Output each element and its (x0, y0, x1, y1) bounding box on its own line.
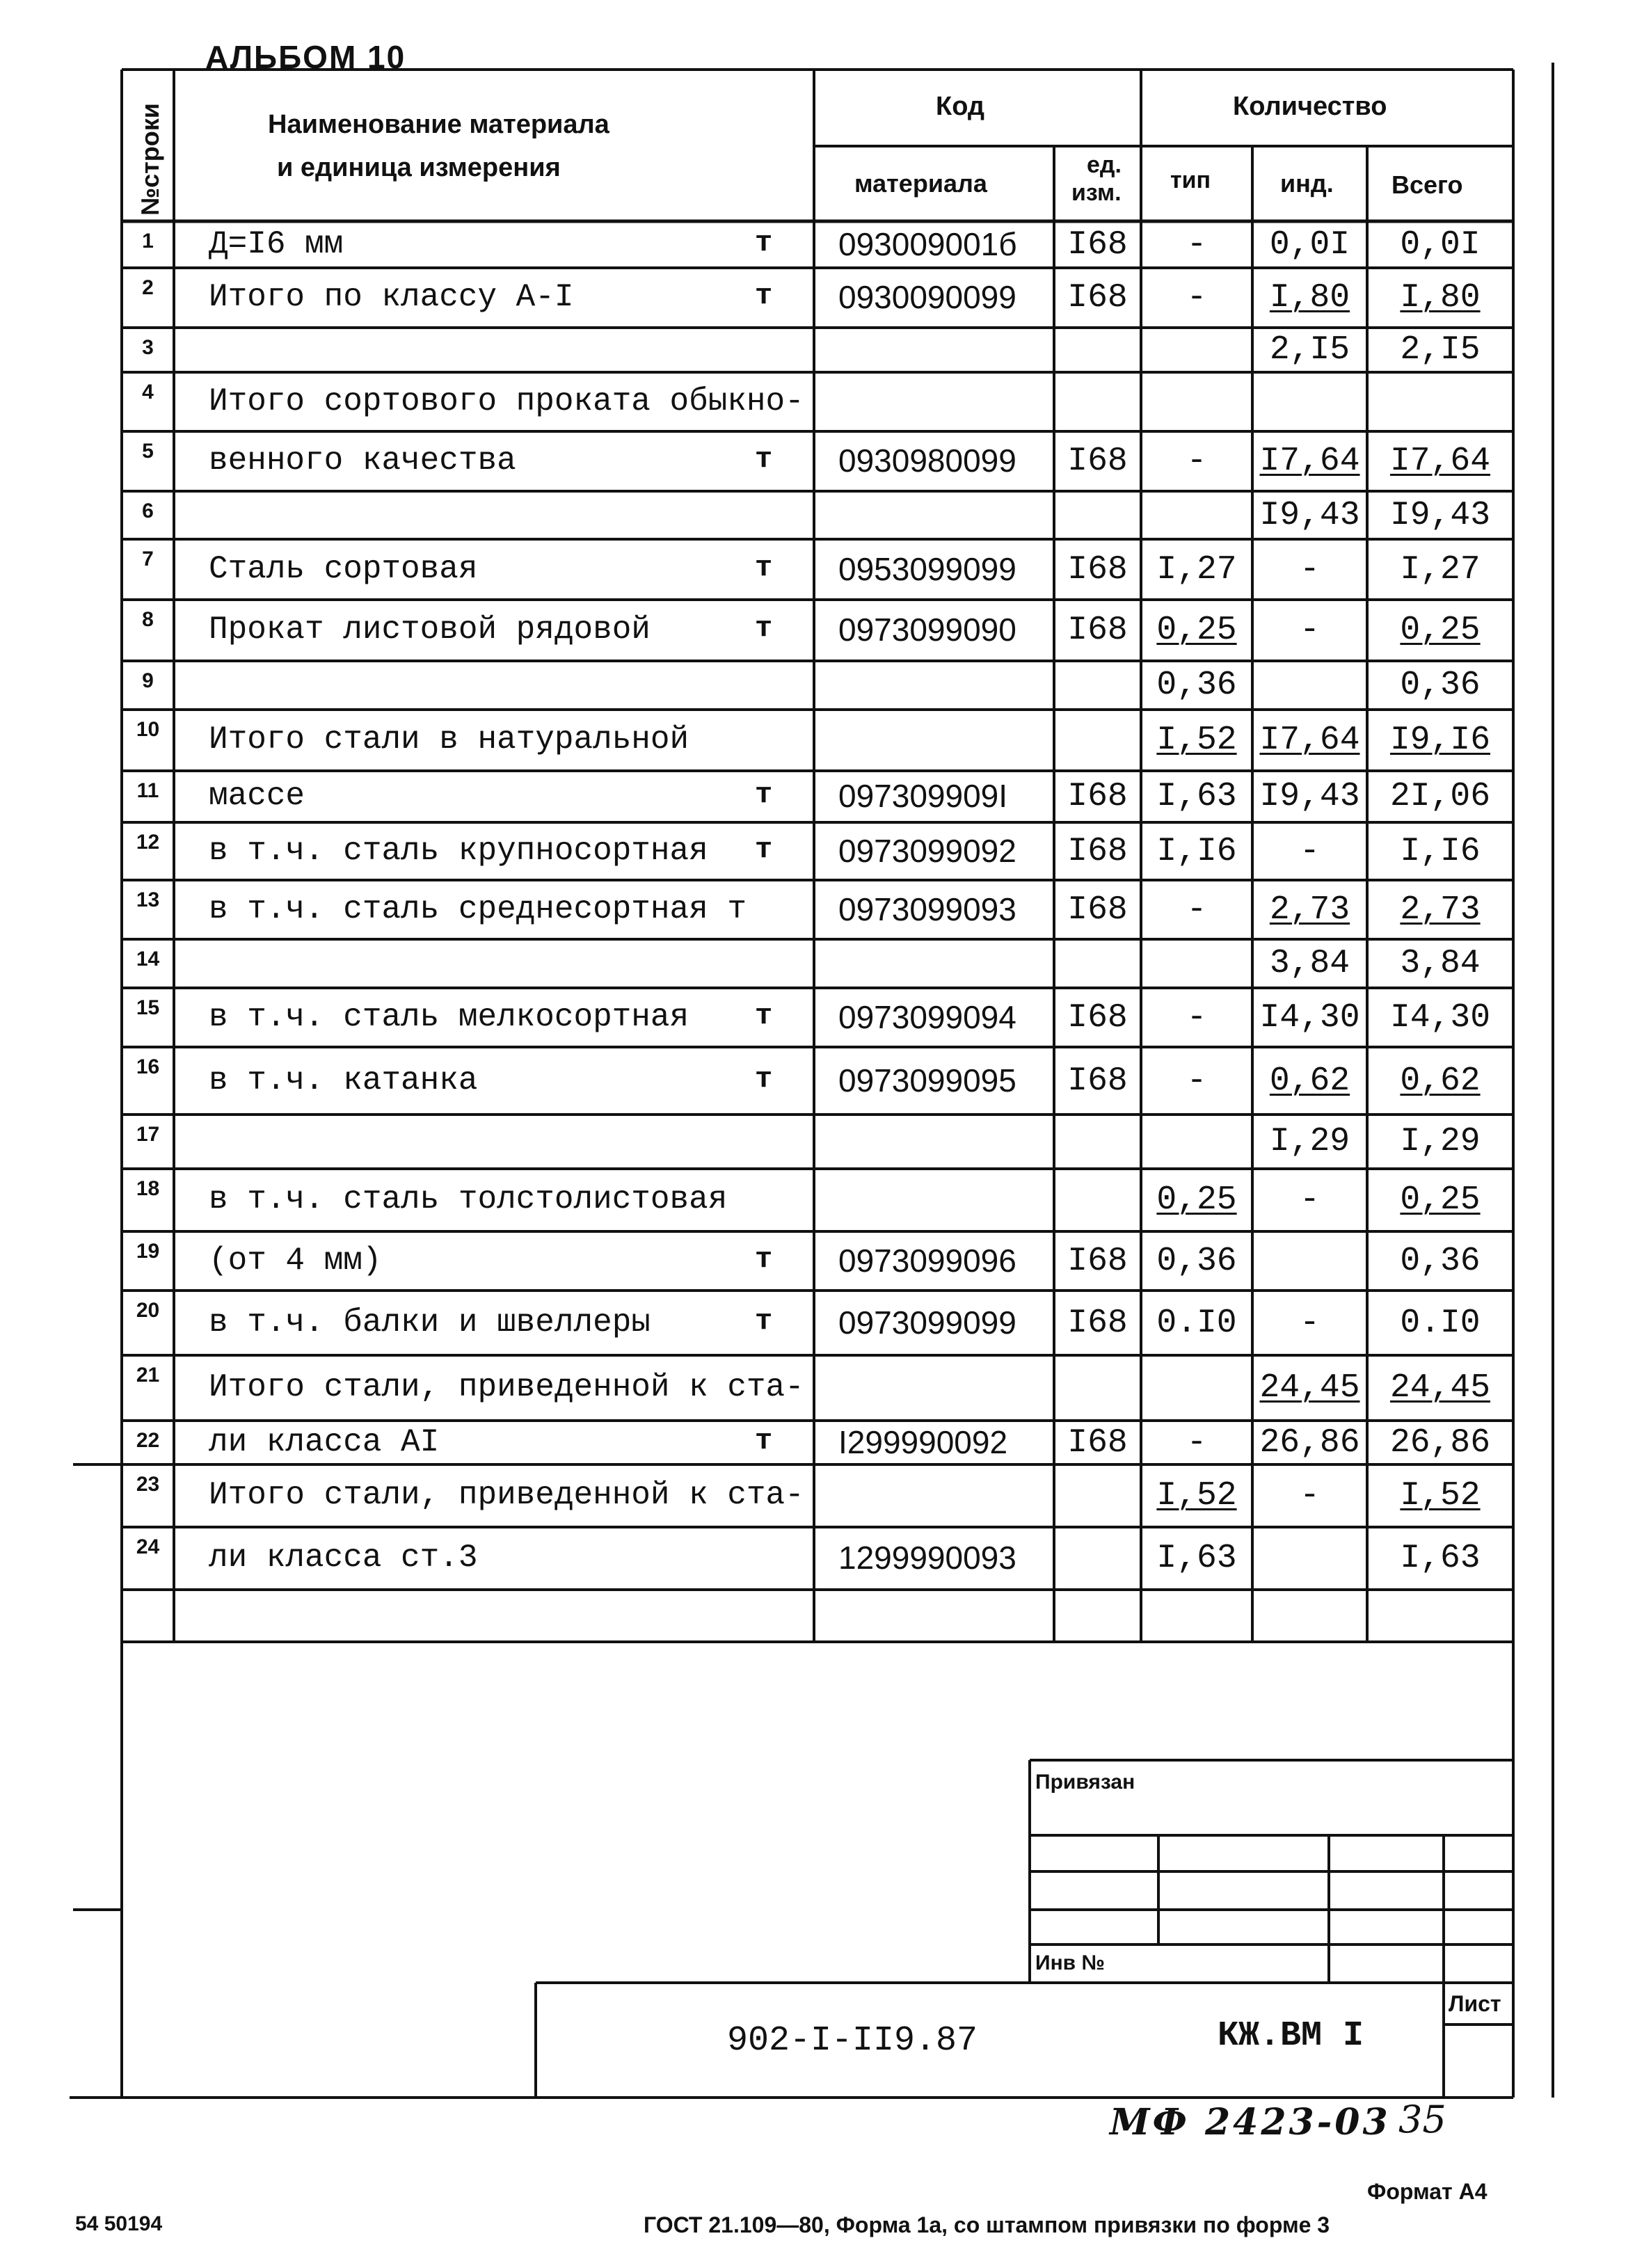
cell-edizm: I68 (1067, 612, 1128, 649)
cell-unit: т (755, 550, 773, 584)
name-header-line1: Наименование материала (268, 110, 609, 139)
cell-ind: 0,0I (1269, 225, 1350, 264)
cell-type: - (1186, 225, 1207, 264)
cell-name: в т.ч. балки и швеллеры (209, 1304, 651, 1341)
cell-type: 0,25 (1156, 1181, 1237, 1219)
cell-n: 1 (142, 230, 154, 253)
cell-type: I,52 (1156, 721, 1237, 759)
cell-code: 0930090099 (838, 279, 1016, 315)
cell-name: Прокат листовой рядовой (209, 612, 651, 648)
cell-n: 23 (136, 1473, 160, 1496)
cell-code: 0930980099 (838, 442, 1016, 479)
cell-type: 0,36 (1156, 1242, 1237, 1280)
cell-n: 19 (136, 1240, 160, 1263)
cell-edizm: I68 (1067, 279, 1128, 317)
cell-name: Итого сортового проката обыкно- (209, 383, 804, 420)
cell-total: 0.I0 (1400, 1304, 1481, 1342)
cell-name: (от 4 мм) (209, 1242, 382, 1279)
cell-total: 0,25 (1400, 612, 1481, 649)
cell-ind: 2,I5 (1269, 331, 1350, 369)
cell-total: 24,45 (1389, 1369, 1491, 1407)
cell-n: 16 (136, 1055, 160, 1078)
cell-name: венного качества (209, 442, 516, 479)
cell-name: в т.ч. сталь крупносортная (209, 832, 708, 869)
cell-unit: т (755, 1423, 773, 1458)
cell-total: I,29 (1400, 1123, 1481, 1160)
cell-code: 1299990093 (838, 1540, 1016, 1576)
cell-edizm: I68 (1067, 1423, 1128, 1462)
cell-total: 0,25 (1400, 1181, 1481, 1219)
cell-unit: т (755, 1304, 773, 1338)
document-mark: КЖ.ВМ I (1218, 2016, 1364, 2056)
quantity-header: Количество (1233, 92, 1387, 121)
cell-n: 21 (136, 1364, 160, 1387)
type-header: тип (1170, 167, 1211, 193)
cell-name: массе (209, 778, 305, 814)
cell-ind: I,29 (1269, 1123, 1350, 1160)
cell-n: 4 (142, 381, 154, 404)
cell-name: Сталь сортовая (209, 550, 478, 587)
cell-n: 2 (142, 276, 154, 299)
cell-n: 17 (136, 1123, 160, 1146)
cell-name: в т.ч. сталь толстолистовая (209, 1181, 728, 1217)
cell-unit: т (755, 998, 773, 1032)
cell-code: I299990092 (838, 1423, 1008, 1460)
cell-n: 8 (142, 608, 154, 631)
cell-n: 14 (136, 948, 160, 971)
cell-n: 20 (136, 1299, 160, 1322)
cell-ind: - (1300, 612, 1320, 649)
cell-ind: - (1300, 1477, 1320, 1515)
album-label: АЛЬБОМ 10 (205, 39, 406, 75)
cell-total: 2I,06 (1389, 778, 1491, 815)
cell-ind: I9,43 (1259, 496, 1360, 534)
cell-name: Итого стали, приведенной к ста- (209, 1369, 804, 1405)
cell-unit: т (755, 832, 773, 866)
cell-name: в т.ч. катанка (209, 1062, 478, 1099)
cell-type: I,I6 (1156, 832, 1237, 870)
cell-edizm: I68 (1067, 891, 1128, 929)
cell-total: I7,64 (1389, 442, 1491, 480)
cell-type: - (1186, 279, 1207, 317)
cell-type: - (1186, 998, 1207, 1037)
cell-ind: I4,30 (1259, 998, 1360, 1037)
cell-type: I,52 (1156, 1477, 1237, 1515)
cell-total: 2,I5 (1400, 331, 1481, 369)
cell-name: Итого стали в натуральной (209, 721, 689, 758)
code-header: Код (936, 92, 985, 121)
cell-total: I,63 (1400, 1540, 1481, 1577)
cell-code: 0973099090 (838, 612, 1016, 648)
cell-code: 0973099099 (838, 1304, 1016, 1341)
unit-header-line1: ед. (1087, 152, 1122, 178)
cell-edizm: I68 (1067, 998, 1128, 1037)
cell-edizm: I68 (1067, 1062, 1128, 1100)
cell-type: 0,36 (1156, 666, 1237, 704)
cell-unit: т (755, 442, 773, 476)
cell-n: 12 (136, 831, 160, 854)
material-header: материала (854, 169, 987, 198)
cell-name: в т.ч. сталь среднесортная т (209, 891, 747, 927)
cell-type: - (1186, 891, 1207, 929)
cell-total: I9,I6 (1389, 721, 1491, 759)
row-number-header: №строки (136, 103, 164, 216)
cell-type: I,27 (1156, 550, 1237, 589)
cell-ind: I7,64 (1259, 442, 1360, 480)
cell-type: I,63 (1156, 778, 1237, 815)
cell-total: 0,62 (1400, 1062, 1481, 1100)
cell-code: 097309909I (838, 778, 1008, 814)
cell-edizm: I68 (1067, 832, 1128, 870)
cell-n: 24 (136, 1535, 160, 1558)
cell-ind: - (1300, 832, 1320, 870)
cell-ind: - (1300, 1304, 1320, 1342)
cell-ind: 0,62 (1269, 1062, 1350, 1100)
cell-edizm: I68 (1067, 1242, 1128, 1280)
cell-edizm: I68 (1067, 1304, 1128, 1342)
cell-code: 0973099092 (838, 832, 1016, 869)
cell-total: I4,30 (1389, 998, 1491, 1037)
cell-ind: - (1300, 550, 1320, 589)
cell-unit: т (755, 778, 773, 811)
cell-ind: 2,73 (1269, 891, 1350, 929)
cell-ind: 3,84 (1269, 945, 1350, 982)
cell-total: 0,36 (1400, 666, 1481, 704)
cell-unit: т (755, 279, 773, 312)
inventory-number-label: Инв № (1035, 1951, 1105, 1974)
cell-total: 2,73 (1400, 891, 1481, 929)
footer-gost: ГОСТ 21.109—80, Форма 1а, со штампом привязки по форме 3 (644, 2212, 1330, 2237)
cell-name: Д=I6 мм (209, 225, 344, 262)
unit-header-line2: изм. (1071, 179, 1122, 206)
cell-n: 11 (136, 779, 159, 802)
cell-type: I,63 (1156, 1540, 1237, 1577)
ind-header: инд. (1280, 169, 1334, 198)
cell-code: 093009001б (838, 225, 1017, 262)
cell-unit: т (755, 1242, 773, 1276)
cell-total: I9,43 (1389, 496, 1491, 534)
cell-name: ли класса АI (209, 1423, 440, 1460)
cell-unit: т (755, 1062, 773, 1096)
cell-total: I,27 (1400, 550, 1481, 589)
sheet-label: Лист (1449, 1991, 1501, 2016)
cell-code: 0973099094 (838, 998, 1016, 1035)
cell-code: 0953099099 (838, 550, 1016, 587)
cell-ind: I7,64 (1259, 721, 1360, 759)
cell-n: 9 (142, 669, 154, 692)
cell-type: - (1186, 1423, 1207, 1462)
cell-n: 15 (136, 996, 160, 1019)
cell-total: I,52 (1400, 1477, 1481, 1515)
cell-n: 5 (142, 440, 154, 463)
total-header: Всего (1391, 170, 1463, 199)
cell-ind: 26,86 (1259, 1423, 1360, 1462)
cell-total: 0,0I (1400, 225, 1481, 264)
cell-n: 7 (142, 548, 154, 570)
attached-label: Привязан (1035, 1771, 1135, 1794)
cell-code: 0973099093 (838, 891, 1016, 927)
handwritten-note: МФ 2423-03 (1110, 2101, 1391, 2143)
cell-edizm: I68 (1067, 778, 1128, 815)
cell-name: ли класса ст.3 (209, 1540, 478, 1576)
cell-n: 18 (136, 1177, 160, 1200)
cell-n: 22 (136, 1429, 160, 1452)
cell-total: 3,84 (1400, 945, 1481, 982)
name-header-line2: и единица измерения (277, 153, 561, 182)
cell-n: 6 (142, 500, 154, 522)
format-label: Формат А4 (1367, 2179, 1488, 2204)
cell-unit: т (755, 612, 773, 645)
footer-left-code: 54 50194 (75, 2212, 163, 2235)
cell-ind: I,80 (1269, 279, 1350, 317)
cell-ind: - (1300, 1181, 1320, 1219)
cell-code: 0973099095 (838, 1062, 1016, 1099)
cell-type: - (1186, 442, 1207, 480)
cell-name: Итого стали, приведенной к ста- (209, 1477, 804, 1513)
sheet-number: 35 (1398, 2098, 1446, 2141)
cell-type: 0,25 (1156, 612, 1237, 649)
cell-edizm: I68 (1067, 225, 1128, 264)
cell-type: - (1186, 1062, 1207, 1100)
cell-total: 0,36 (1400, 1242, 1481, 1280)
cell-unit: т (755, 225, 773, 259)
cell-type: 0.I0 (1156, 1304, 1237, 1342)
cell-total: I,80 (1400, 279, 1481, 317)
cell-ind: 24,45 (1259, 1369, 1360, 1407)
cell-edizm: I68 (1067, 550, 1128, 589)
cell-ind: I9,43 (1259, 778, 1360, 815)
cell-edizm: I68 (1067, 442, 1128, 480)
cell-code: 0973099096 (838, 1242, 1016, 1279)
cell-total: I,I6 (1400, 832, 1481, 870)
cell-name: в т.ч. сталь мелкосортная (209, 998, 689, 1035)
cell-total: 26,86 (1389, 1423, 1491, 1462)
cell-name: Итого по классу А-I (209, 279, 574, 315)
cell-n: 13 (136, 888, 160, 911)
document-code: 902-I-II9.87 (727, 2021, 978, 2061)
cell-n: 3 (142, 336, 154, 359)
cell-n: 10 (136, 718, 160, 741)
